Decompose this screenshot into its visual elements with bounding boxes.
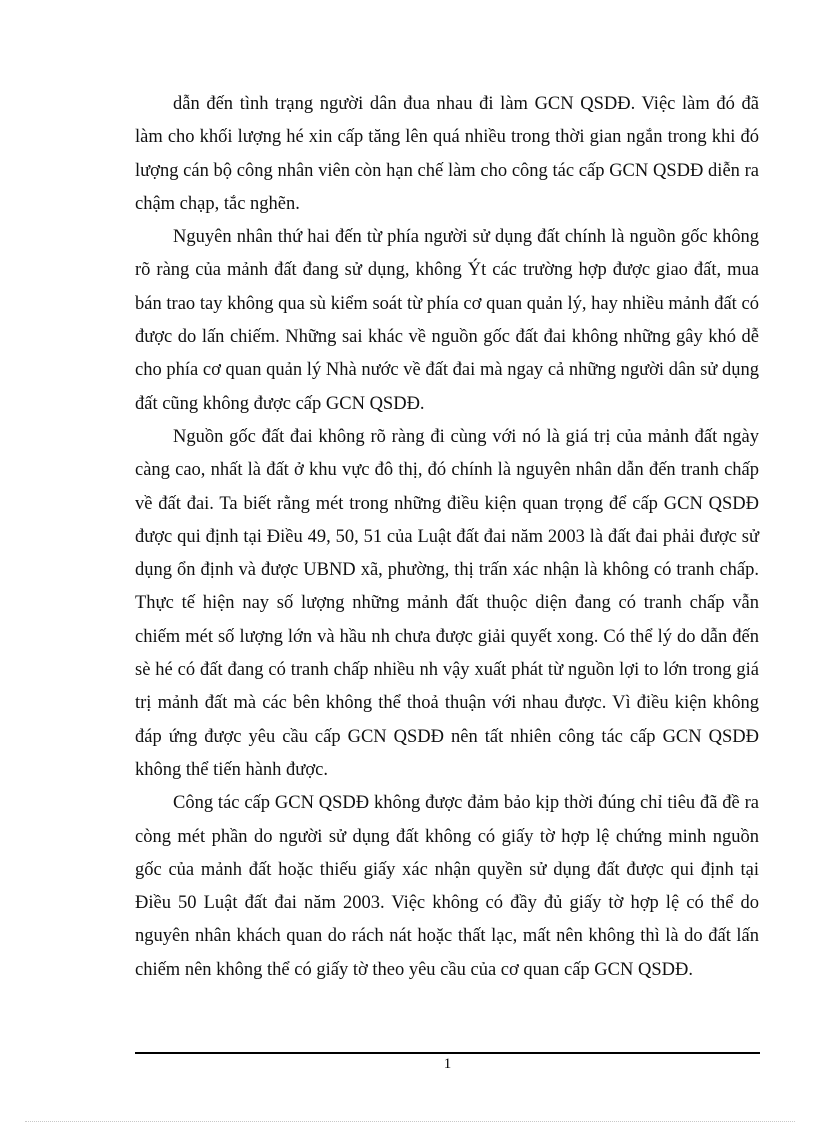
page-number: 1: [443, 1056, 452, 1072]
page-bottom-divider: [25, 1121, 795, 1122]
paragraph-4: Công tác cấp GCN QSDĐ không được đảm bảo kịp thời đúng chỉ tiêu đã đề ra còng mét phần do người sử dụng đất không có giấy tờ hợp lệ chứng minh nguồn gốc của mảnh đất hoặc thiếu giấy xác nhận quyền sử dụng đất được qui định tại Điều 50 Luật đất đai năm 2003. Việc không có đầy đủ giấy tờ hợp lệ có thể do nguyên nhân khách quan do rách nát hoặc thất lạc, mất nên không thì là do đất lấn chiếm nên không thể có giấy tờ theo yêu cầu của cơ quan cấp GCN QSDĐ.: [135, 793, 759, 980]
paragraph-2: Nguyên nhân thứ hai đến từ phía người sử dụng đất chính là nguồn gốc không rõ ràng của mảnh đất đang sử dụng, không Ýt các trường hợp được giao đất, mua bán trao tay không qua sù kiểm soát từ phía cơ quan quản lý, hay nhiều mảnh đất có được do lấn chiếm. Những sai khác về nguồn gốc đất đai không những gây khó dễ cho phía cơ quan quản lý Nhà nước về đất đai mà ngay cả những người dân sử dụng đất cũng không được cấp GCN QSDĐ.: [135, 227, 759, 414]
paragraph-1: dẫn đến tình trạng người dân đua nhau đi làm GCN QSDĐ. Việc làm đó đã làm cho khối lượng hé xin cấp tăng lên quá nhiều trong thời gian ngắn trong khi đó lượng cán bộ công nhân viên còn hạn chế làm cho công tác cấp GCN QSDĐ diễn ra chậm chạp, tắc nghẽn.: [135, 94, 759, 214]
footer-rule: [135, 1052, 760, 1054]
paragraph-3: Nguồn gốc đất đai không rõ ràng đi cùng với nó là giá trị của mảnh đất ngày càng cao, nhất là đất ở khu vực đô thị, đó chính là nguyên nhân dẫn đến tranh chấp về đất đai. Ta biết rằng mét trong những điều kiện quan trọng để cấp GCN QSDĐ được qui định tại Điều 49, 50, 51 của Luật đất đai năm 2003 là đất đai phải được sử dụng ổn định và được UBND xã, phường, thị trấn xác nhận là không có tranh chấp. Thực tế hiện nay số lượng những mảnh đất thuộc diện đang có tranh chấp vẫn chiếm mét số lượng lớn và hầu nh chưa được giải quyết xong. Có thể lý do dẫn đến sè hé có đất đang có tranh chấp nhiều nh vậy xuất phát từ nguồn lợi to lớn trong giá trị mảnh đất mà các bên không thể thoả thuận với nhau được. Vì điều kiện không đáp ứng được yêu cầu cấp GCN QSDĐ nên tất nhiên công tác cấp GCN QSDĐ không thể tiến hành được.: [135, 426, 759, 780]
document-body: [135, 88, 759, 987]
